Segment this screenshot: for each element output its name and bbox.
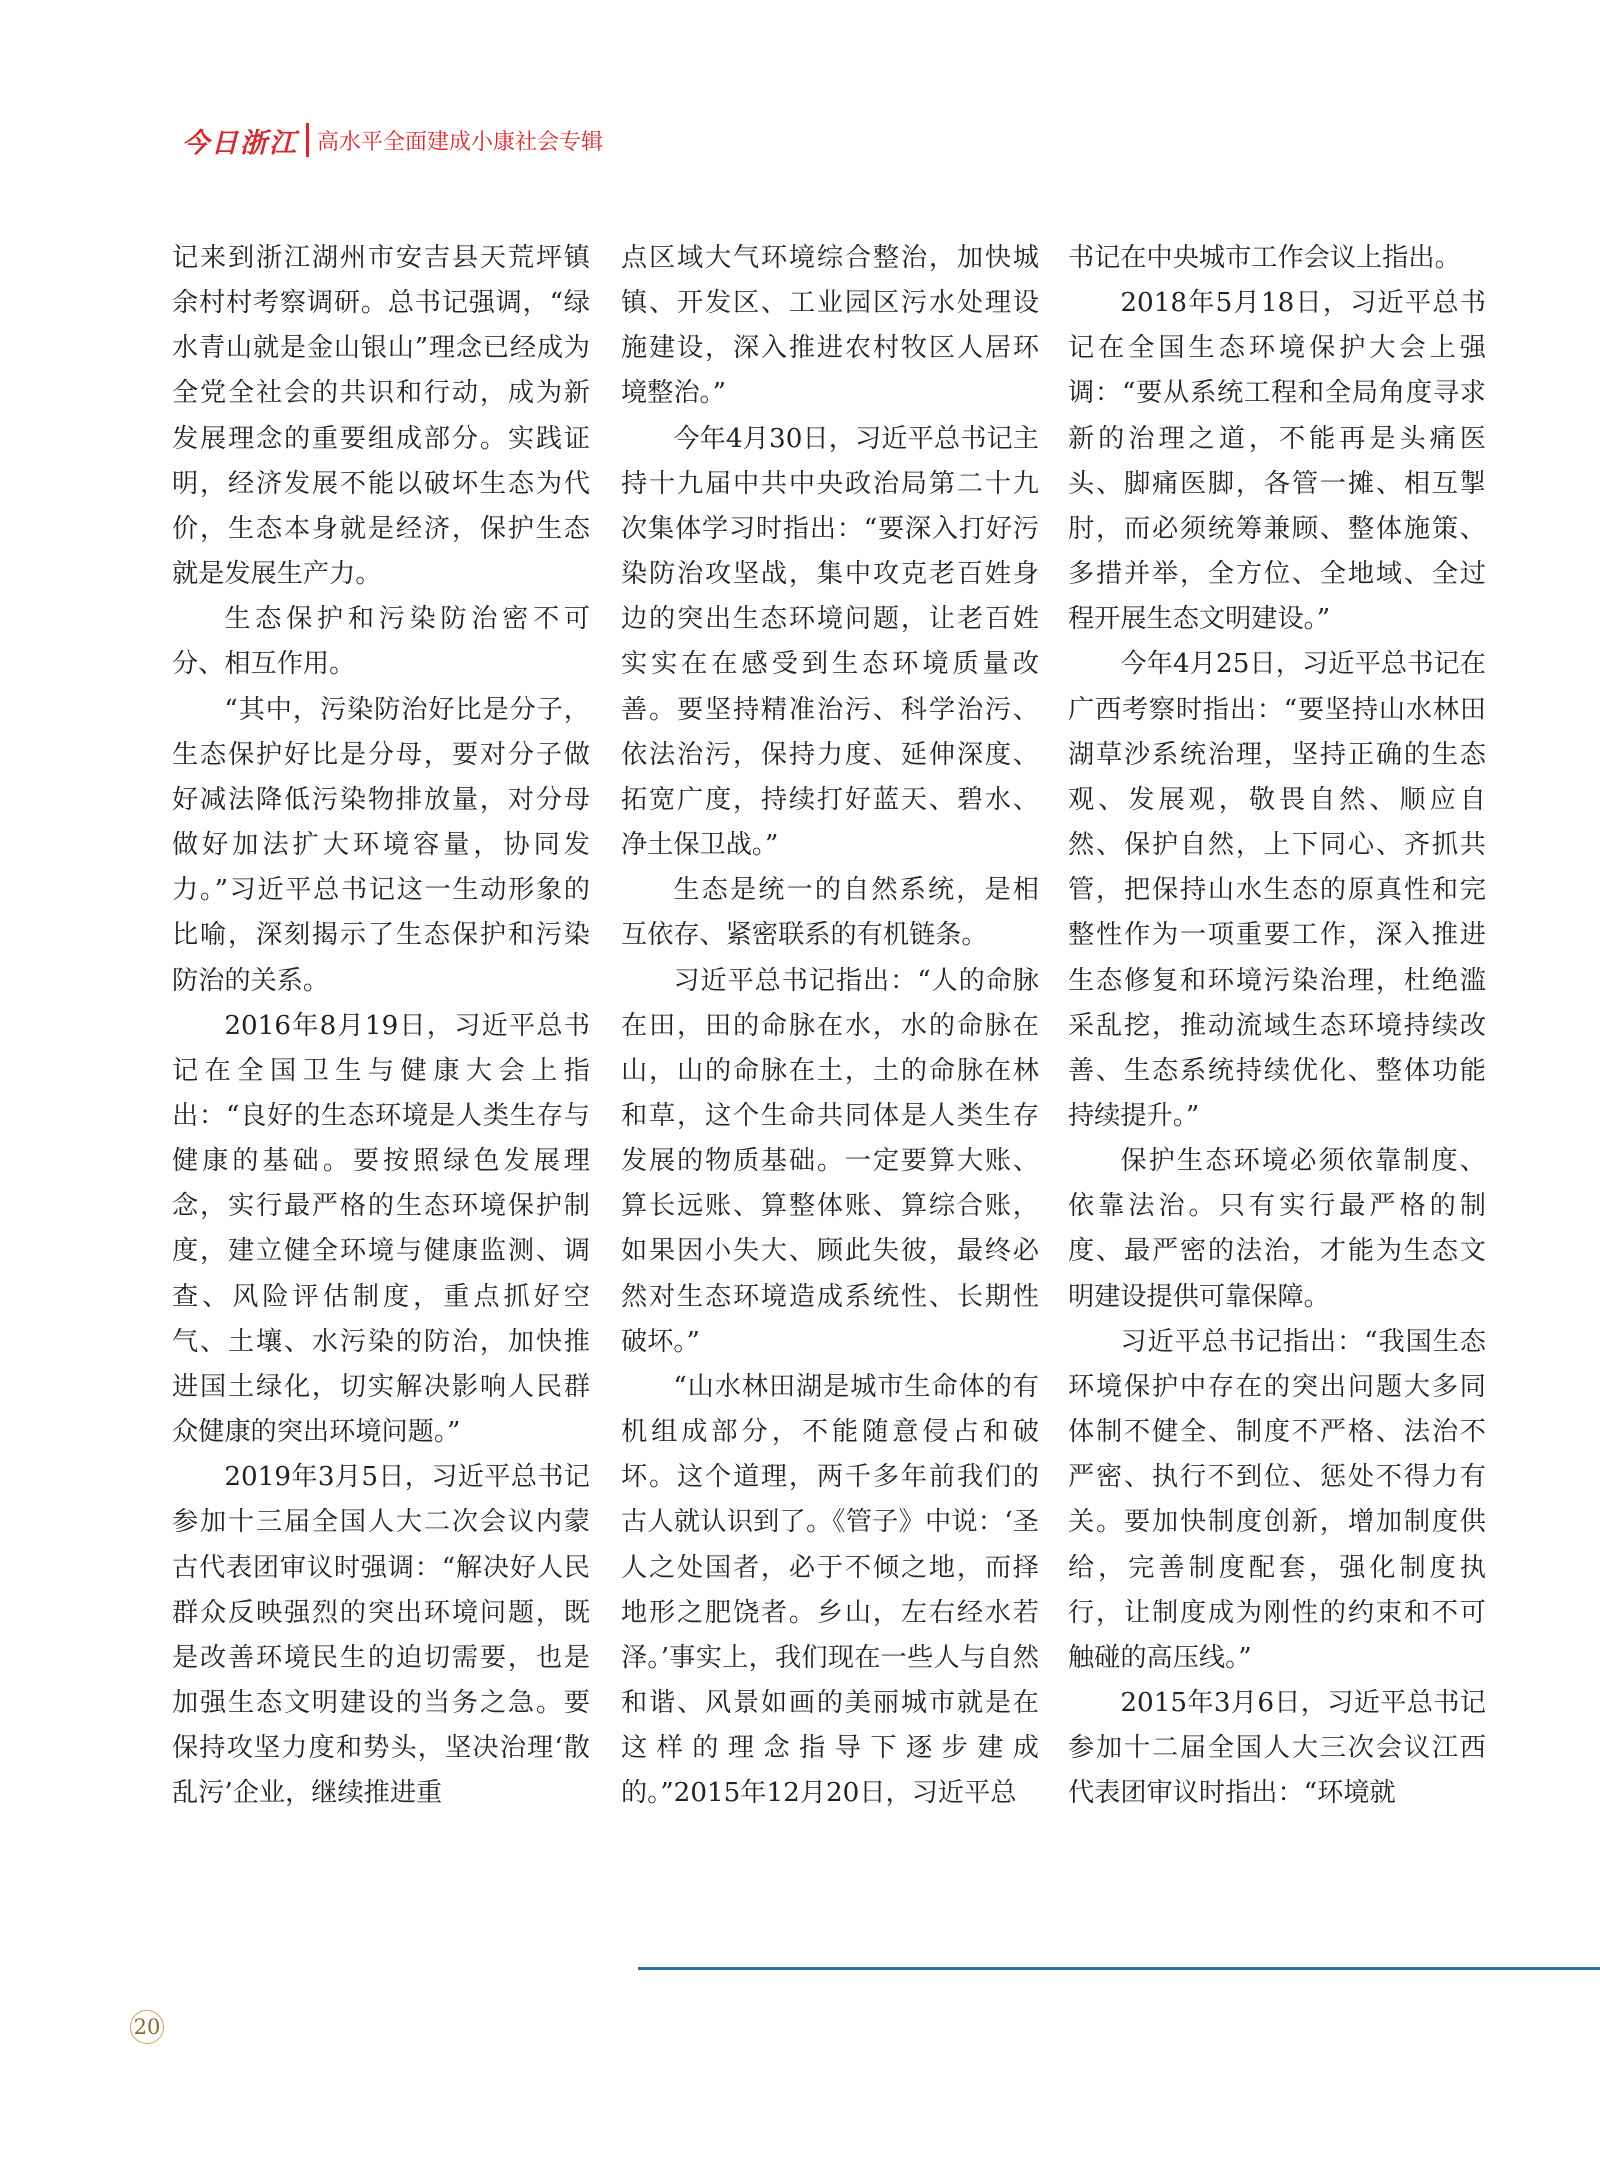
paragraph: 今年4月25日，习近平总书记在广西考察时指出：“要坚持山水林田湖草沙系统治理，坚持正确的生态观、发展观，敬畏自然、顺应自然、保护自然，上下同心、齐抓共管，把保持山水生态的原真性和完整性作为一项重要工作，深入推进生态修复和环境污染治理，杜绝滥采乱挖，推动流域生态环境持续改善、生态系统持续优化、整体功能持续提升。”	[1068, 649, 1486, 1131]
header-divider	[306, 123, 309, 157]
page-number: 20	[130, 2010, 164, 2044]
paragraph: 生态是统一的自然系统，是相互依存、紧密联系的有机链条。	[621, 875, 1039, 951]
paragraph: 习近平总书记指出：“我国生态环境保护中存在的突出问题大多同体制不健全、制度不严格、法治不严密、执行不到位、惩处不得力有关。要加快制度创新，增加制度供给，完善制度配套，强化制度执行，让制度成为刚性的约束和不可触碰的高压线。”	[1068, 1326, 1486, 1673]
paragraph: 保护生态环境必须依靠制度、依靠法治。只有实行最严格的制度、最严密的法治，才能为生态文明建设提供可靠保障。	[1068, 1146, 1486, 1312]
paragraph: 记来到浙江湖州市安吉县天荒坪镇余村村考察调研。总书记强调，“绿水青山就是金山银山”理念已经成为全党全社会的共识和行动，成为新发展理念的重要组成部分。实践证明，经济发展不能以破坏生态为代价，生态本身就是经济，保护生态就是发展生产力。	[172, 243, 590, 590]
text-column-3	[1068, 236, 1486, 1816]
paragraph: 点区域大气环境综合整治，加快城镇、开发区、工业园区污水处理设施建设，深入推进农村牧区人居环境整治。”	[621, 243, 1039, 409]
paragraph: 生态保护和污染防治密不可分、相互作用。	[172, 604, 590, 680]
magazine-logo: 今日浙江	[182, 127, 298, 159]
paragraph: 2018年5月18日，习近平总书记在全国生态环境保护大会上强调：“要从系统工程和全局角度寻求新的治理之道，不能再是头痛医头、脚痛医脚，各管一摊、相互掣肘，而必须统筹兼顾、整体施策、多措并举，全方位、全地域、全过程开展生态文明建设。”	[1068, 288, 1486, 635]
text-column-1	[172, 236, 590, 1816]
paragraph: 2015年3月6日，习近平总书记参加十二届全国人大三次会议江西代表团审议时指出：“环境就	[1068, 1688, 1486, 1809]
paragraph: 习近平总书记指出：“人的命脉在田，田的命脉在水，水的命脉在山，山的命脉在土，土的命脉在林和草，这个生命共同体是人类生存发展的物质基础。一定要算大账、算长远账、算整体账、算综合账，如果因小失大、顾此失彼，最终必然对生态环境造成系统性、长期性破坏。”	[621, 965, 1039, 1357]
paragraph: 书记在中央城市工作会议上指出。	[1068, 243, 1461, 273]
paragraph: 今年4月30日，习近平总书记主持十九届中共中央政治局第二十九次集体学习时指出：“要深入打好污染防治攻坚战，集中攻克老百姓身边的突出生态环境问题，让老百姓实实在在感受到生态环境质量改善。要坚持精准治污、科学治污、依法治污，保持力度、延伸深度、拓宽广度，持续打好蓝天、碧水、净土保卫战。”	[621, 423, 1039, 861]
paragraph: “山水林田湖是城市生命体的有机组成部分，不能随意侵占和破坏。这个道理，两千多年前我们的古人就认识到了。《管子》中说：‘圣人之处国者，必于不倾之地，而择地形之肥饶者。乡山，左右经水若泽。’事实上，我们现在一些人与自然和谐、风景如画的美丽城市就是在这样的理念指导下逐步建成的。”2015年12月20日，习近平总	[621, 1371, 1039, 1809]
text-column-2	[621, 236, 1039, 1816]
page-header	[182, 120, 603, 160]
paragraph: 2019年3月5日，习近平总书记参加十三届全国人大二次会议内蒙古代表团审议时强调：“解决好人民群众反映强烈的突出环境问题，既是改善环境民生的迫切需要，也是加强生态文明建设的当务之急。要保持攻坚力度和势头，坚决治理‘散乱污’企业，继续推进重	[172, 1462, 590, 1809]
section-title: 高水平全面建成小康社会专辑	[317, 129, 604, 155]
footer-rule	[638, 1967, 1600, 1970]
paragraph: 2016年8月19日，习近平总书记在全国卫生与健康大会上指出：“良好的生态环境是人类生存与健康的基础。要按照绿色发展理念，实行最严格的生态环境保护制度，建立健全环境与健康监测、调查、风险评估制度，重点抓好空气、土壤、水污染的防治，加快推进国土绿化，切实解决影响人民群众健康的突出环境问题。”	[172, 1010, 590, 1448]
paragraph: “其中，污染防治好比是分子，生态保护好比是分母，要对分子做好减法降低污染物排放量，对分母做好加法扩大环境容量，协同发力。”习近平总书记这一生动形象的比喻，深刻揭示了生态保护和污染防治的关系。	[172, 694, 590, 996]
